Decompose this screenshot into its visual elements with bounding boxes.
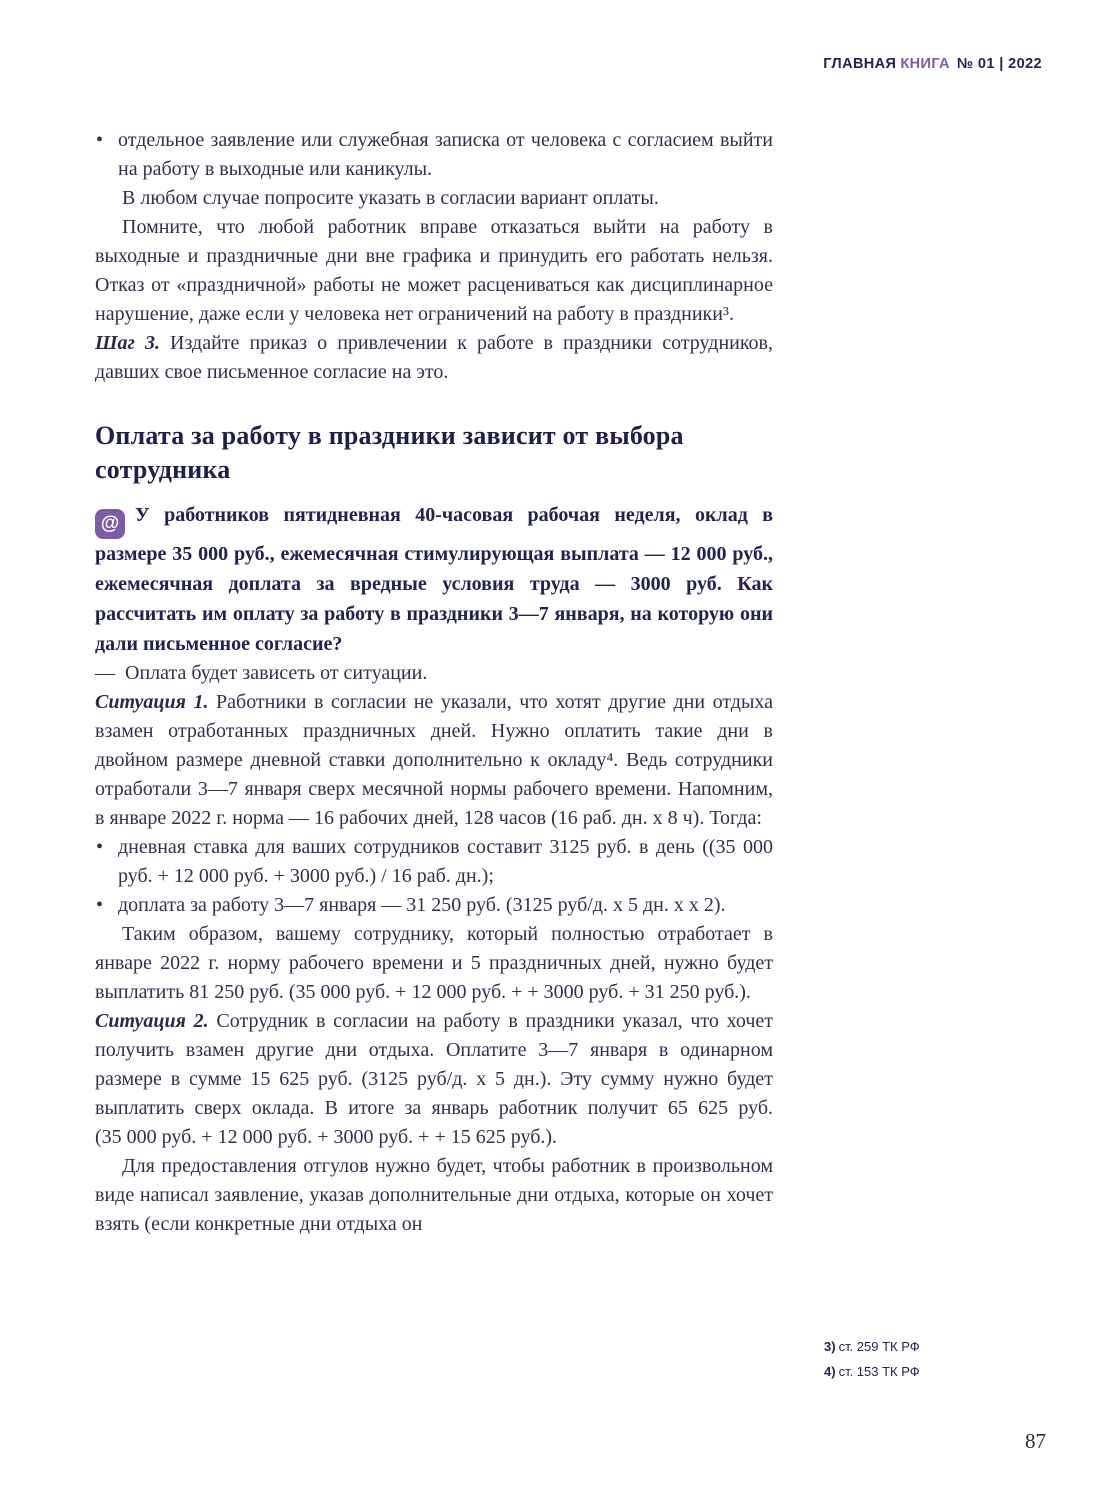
question-text: У работников пятидневная 40-часовая рабочая неделя, оклад в размере 35 000 руб., ежемесячная стимулирующая выплата — 12 000 руб., ежемесячная доплата за вредные условия труда — 3000 руб. Как рассчитать им оплату за работу в праздники 3—7 января, на которую они дали письменное согласие? [95, 504, 773, 655]
list-item [95, 891, 773, 920]
situation-1-bullet-list [95, 833, 773, 920]
footnote-3 [824, 1334, 920, 1359]
footnote-ref: 4) [824, 1364, 836, 1379]
bullet-marker-icon: • [96, 129, 104, 151]
step-3-paragraph [95, 329, 773, 387]
list-item [95, 833, 773, 891]
paragraph-payment-option: В любом случае попросите указать в согласии вариант оплаты. [122, 187, 659, 209]
margin-footnotes [824, 1334, 920, 1384]
email-at-icon: @ [95, 509, 125, 539]
bullet-marker-icon: • [96, 894, 104, 916]
article-body [95, 126, 773, 1239]
brand-glavnaya: ГЛАВНАЯ [823, 56, 897, 72]
page-header [823, 56, 1042, 72]
answer-lead: — Оплата будет зависеть от ситуации. [95, 662, 428, 684]
situation-1-paragraph [95, 688, 773, 833]
situation-1-conclusion: Таким образом, вашему сотруднику, который полностью отработает в январе 2022 г. норму рабочего времени и 5 праздничных дней, нужно будет выплатить 81 250 руб. (35 000 руб. + 12 000 руб. + + 3000 руб. + 31 250 руб.). [95, 923, 773, 1003]
situation-2-paragraph [95, 1007, 773, 1152]
footnote-text: ст. 259 ТК РФ [838, 1339, 920, 1354]
brand-kniga: КНИГА [900, 56, 950, 72]
list-item [95, 126, 773, 184]
footnote-text: ст. 153 ТК РФ [838, 1364, 920, 1379]
reader-question [95, 500, 773, 659]
step-3-label: Шаг 3. [95, 332, 160, 354]
situation-1-text: Работники в согласии не указали, что хотят другие дни отдыха взамен отработанных праздничных дней. Нужно оплатить такие дни в двойном размере дневной ставки дополнительно к окладу⁴. Ведь сотрудники отработали 3—7 января сверх месячной нормы рабочего времени. Напомним, в январе 2022 г. норма — 16 рабочих дней, 128 часов (16 раб. дн. х 8 ч). Тогда: [95, 691, 774, 829]
section-heading: Оплата за работу в праздники зависит от выбора сотрудника [95, 421, 684, 484]
paragraph-refusal-rights: Помните, что любой работник вправе отказаться выйти на работу в выходные и праздничные дни вне графика и принудить его работать нельзя. Отказ от «праздничной» работы не может расцениваться как дисциплинарное нарушение, даже если у человека нет ограничений на работу в праздники³. [95, 216, 773, 325]
list-item-text: дневная ставка для ваших сотрудников составит 3125 руб. в день ((35 000 руб. + 12 000 руб. + 3000 руб.) / 16 раб. дн.); [118, 836, 773, 887]
footnote-4 [824, 1359, 920, 1384]
situation-2-text: Сотрудник в согласии на работу в праздники указал, что хочет получить взамен другие дни отдыха. Оплатите 3—7 января в одинарном размере в сумме 15 625 руб. (3125 руб/д. х 5 дн.). Эту сумму нужно будет выплатить сверх оклада. В итоге за январь работник получит 65 625 руб. (35 000 руб. + 12 000 руб. + 3000 руб. + + 15 625 руб.). [95, 1010, 774, 1148]
intro-bullet-list [95, 126, 773, 184]
issue-number: № 01 | 2022 [956, 56, 1042, 72]
paragraph-leave-request: Для предоставления отгулов нужно будет, чтобы работник в произвольном виде написал заявление, указав дополнительные дни отдыха, которые он хочет взять (если конкретные дни отдыха он [95, 1155, 773, 1235]
bullet-marker-icon: • [96, 836, 104, 858]
situation-2-label: Ситуация 2. [95, 1010, 209, 1032]
situation-1-label: Ситуация 1. [95, 691, 209, 713]
list-item-text: доплата за работу 3—7 января — 31 250 руб. (3125 руб/д. х 5 дн. х х 2). [118, 894, 726, 916]
list-item-text: отдельное заявление или служебная записка от человека с согласием выйти на работу в выходные или каникулы. [118, 129, 773, 180]
page-number: 87 [1025, 1429, 1046, 1453]
footnote-ref: 3) [824, 1339, 836, 1354]
step-3-text: Издайте приказ о привлечении к работе в праздники сотрудников, давших свое письменное согласие на это. [95, 332, 774, 383]
